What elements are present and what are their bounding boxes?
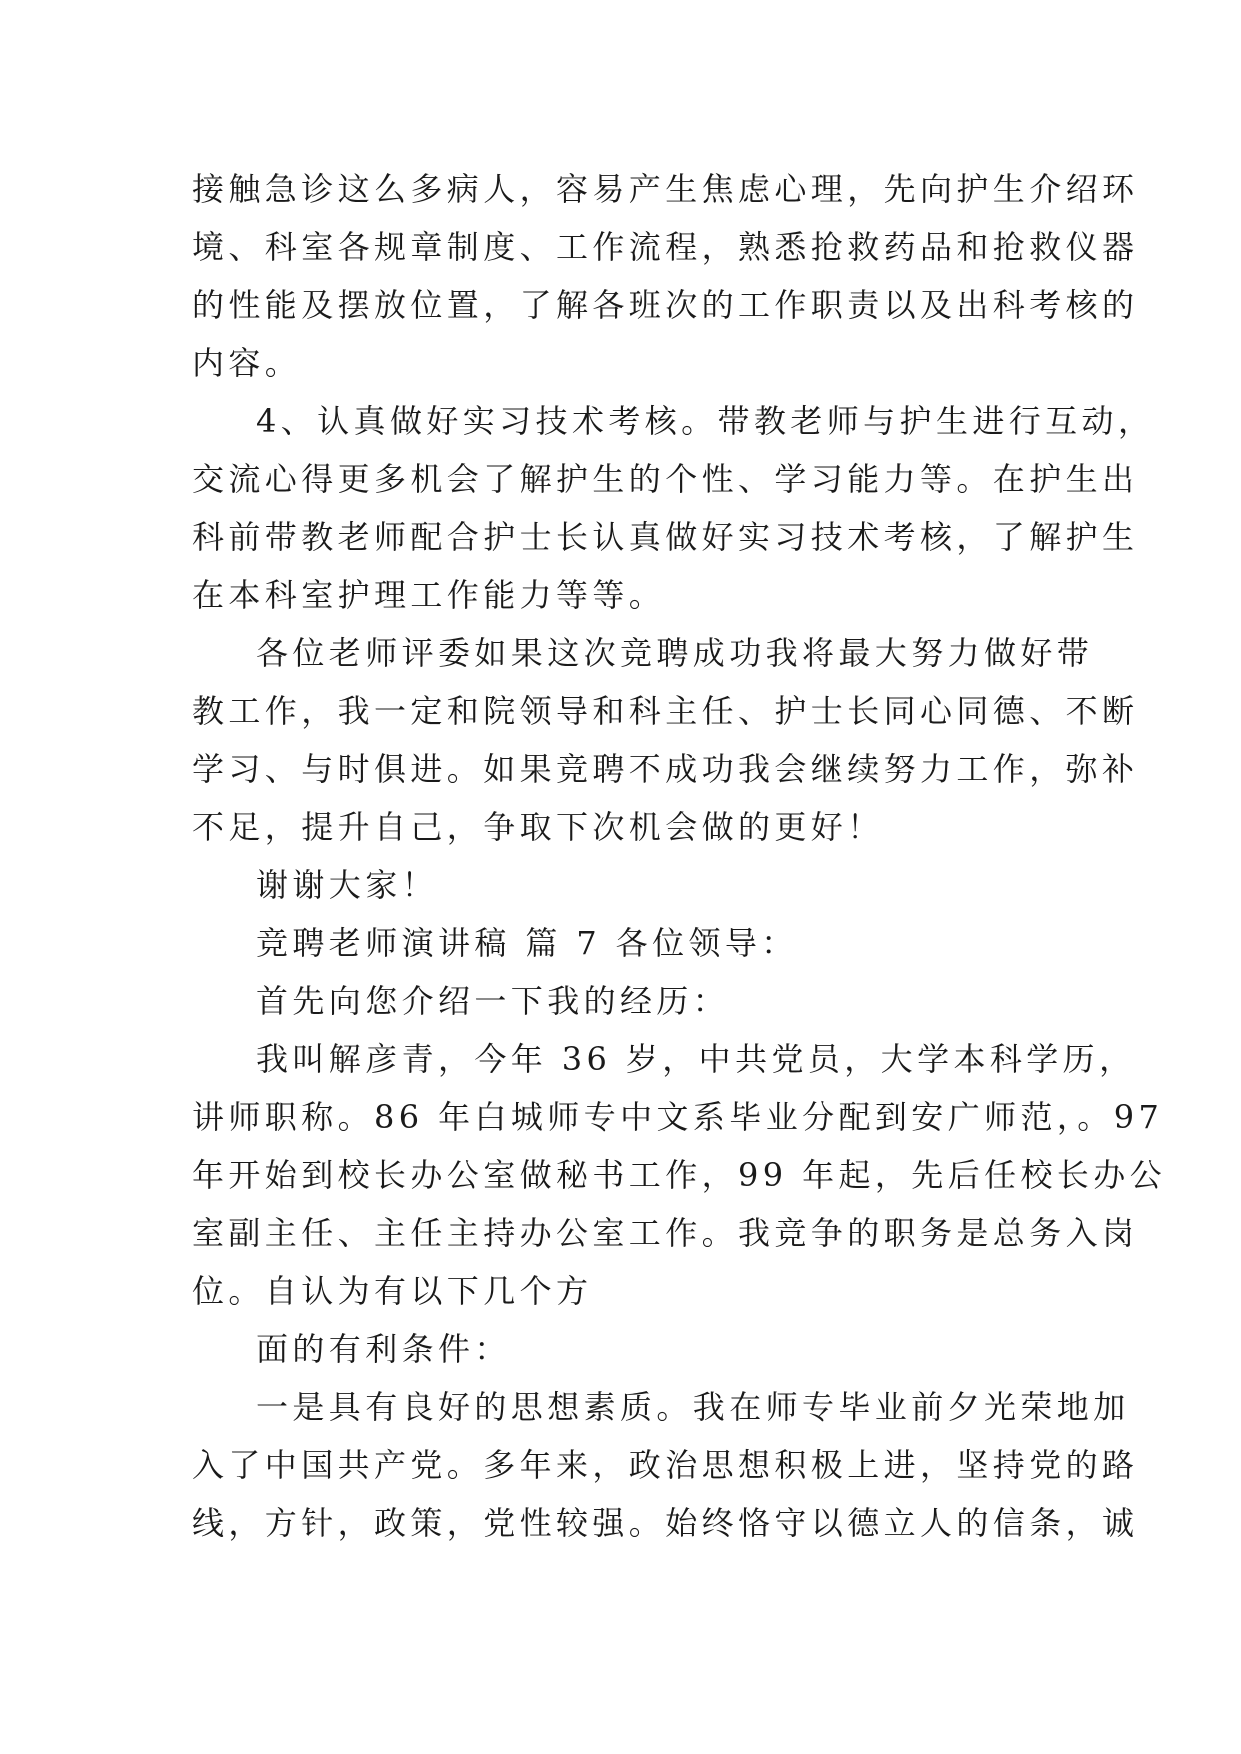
text-line: 室副主任、主任主持办公室工作。我竞争的职务是总务入岗 [192,1214,1139,1252]
text-line: 4、认真做好实习技术考核。带教老师与护生进行互动， [256,402,1155,440]
text-line: 我叫解彦青，今年 36 岁，中共党员，大学本科学历， [256,1040,1136,1078]
text-line: 科前带教老师配合护士长认真做好实习技术考核，了解护生 [192,518,1139,556]
text-line: 一是具有良好的思想素质。我在师专毕业前夕光荣地加 [256,1388,1130,1426]
text-line: 面的有利条件： [256,1330,511,1368]
text-line: 年开始到校长办公室做秘书工作，99 年起，先后任校长办公 [192,1156,1167,1194]
text-line: 讲师职称。86 年白城师专中文系毕业分配到安广师范，。97 [192,1098,1164,1136]
text-line: 竞聘老师演讲稿 篇 7 各位领导： [256,924,798,962]
text-line: 不足，提升自己，争取下次机会做的更好！ [192,808,884,846]
text-line: 首先向您介绍一下我的经历： [256,982,730,1020]
text-line: 的性能及摆放位置，了解各班次的工作职责以及出科考核的 [192,286,1139,324]
text-line: 学习、与时俱进。如果竞聘不成功我会继续努力工作，弥补 [192,750,1139,788]
text-line: 境、科室各规章制度、工作流程，熟悉抢救药品和抢救仪器 [192,228,1139,266]
text-line: 接触急诊这么多病人，容易产生焦虑心理，先向护生介绍环 [192,170,1139,208]
document-body [192,160,1167,1552]
text-line: 内容。 [192,344,302,382]
text-line: 线，方针，政策，党性较强。始终恪守以德立人的信条，诚 [192,1504,1139,1542]
text-line: 各位老师评委如果这次竞聘成功我将最大努力做好带 [256,634,1094,672]
text-line: 教工作，我一定和院领导和科主任、护士长同心同德、不断 [192,692,1139,730]
text-line: 交流心得更多机会了解护生的个性、学习能力等。在护生出 [192,460,1139,498]
text-line: 位。自认为有以下几个方 [192,1272,593,1310]
text-line: 谢谢大家！ [256,866,439,904]
text-line: 在本科室护理工作能力等等。 [192,576,666,614]
text-line: 入了中国共产党。多年来，政治思想积极上进，坚持党的路 [192,1446,1139,1484]
